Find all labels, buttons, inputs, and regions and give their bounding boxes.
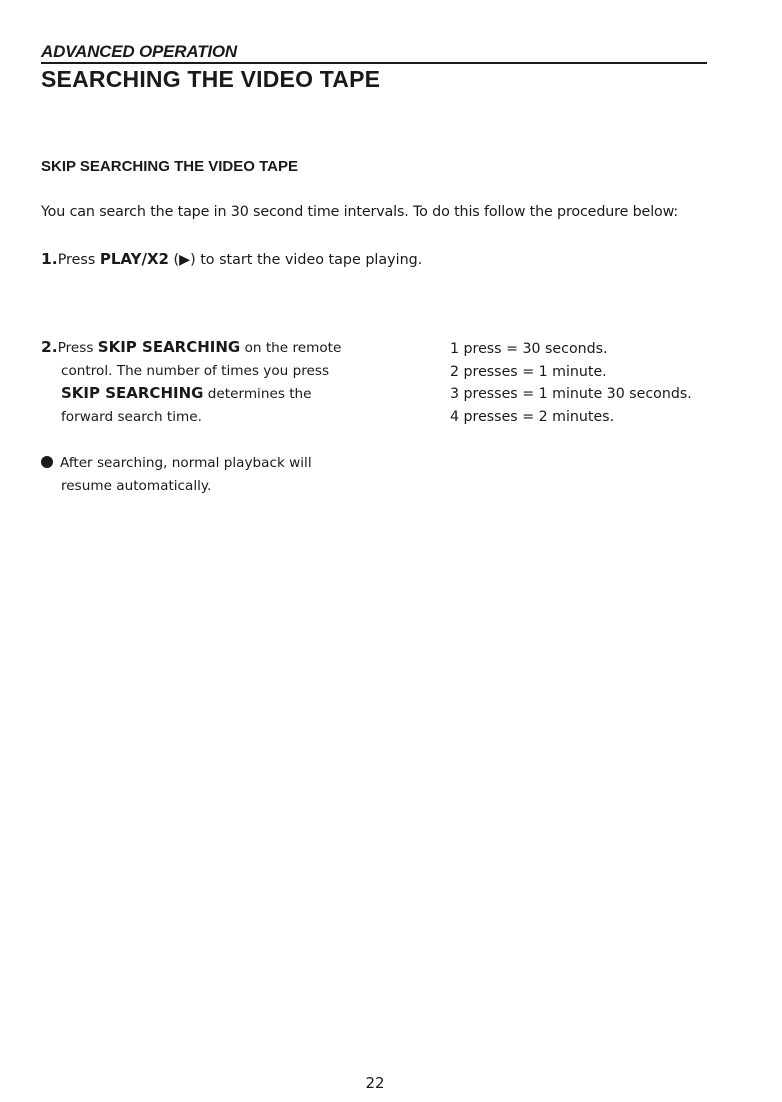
step-2-line4: forward search time. [61, 408, 202, 425]
step-2-prefix: Press [57, 340, 94, 356]
step-1-prefix: Press [57, 252, 96, 268]
note-line-1: After searching, normal playback will [60, 455, 312, 471]
page-number: 22 [365, 1074, 385, 1092]
subheading: SKIP SEARCHING THE VIDEO TAPE [41, 158, 298, 175]
timing-item: 1 press = 30 seconds. [450, 341, 608, 357]
intro-text: You can search the tape in 30 second time intervals. To do this follow the procedure below: [41, 204, 679, 220]
step-1-number: 1. [41, 250, 58, 268]
timing-list [450, 338, 692, 428]
header-rule [41, 62, 707, 64]
step-2-line1-suffix: on the remote [244, 340, 342, 356]
timing-item: 2 presses = 1 minute. [450, 363, 607, 380]
section-label: ADVANCED OPERATION [41, 42, 238, 61]
play-symbol: (▶) [173, 252, 196, 268]
skip-search-button-label: SKIP SEARCHING [97, 338, 241, 356]
note-bullet [41, 452, 312, 497]
timing-item: 4 presses = 2 minutes. [450, 408, 615, 425]
step-2-number: 2. [41, 338, 58, 356]
step-1-suffix: to start the video tape playing. [200, 252, 423, 268]
step-2-line2: control. The number of times you press [61, 362, 330, 379]
note-line-2: resume automatically. [61, 477, 212, 494]
timing-item: 3 presses = 1 minute 30 seconds. [450, 386, 692, 402]
step-2 [41, 336, 401, 428]
step-2-line3-suffix: determines the [207, 386, 312, 402]
step-1 [41, 250, 422, 268]
bullet-icon [41, 456, 53, 468]
page-title: SEARCHING THE VIDEO TAPE [41, 66, 381, 92]
skip-search-button-label-2: SKIP SEARCHING [61, 384, 204, 402]
play-button-label: PLAY/X2 [99, 250, 169, 268]
